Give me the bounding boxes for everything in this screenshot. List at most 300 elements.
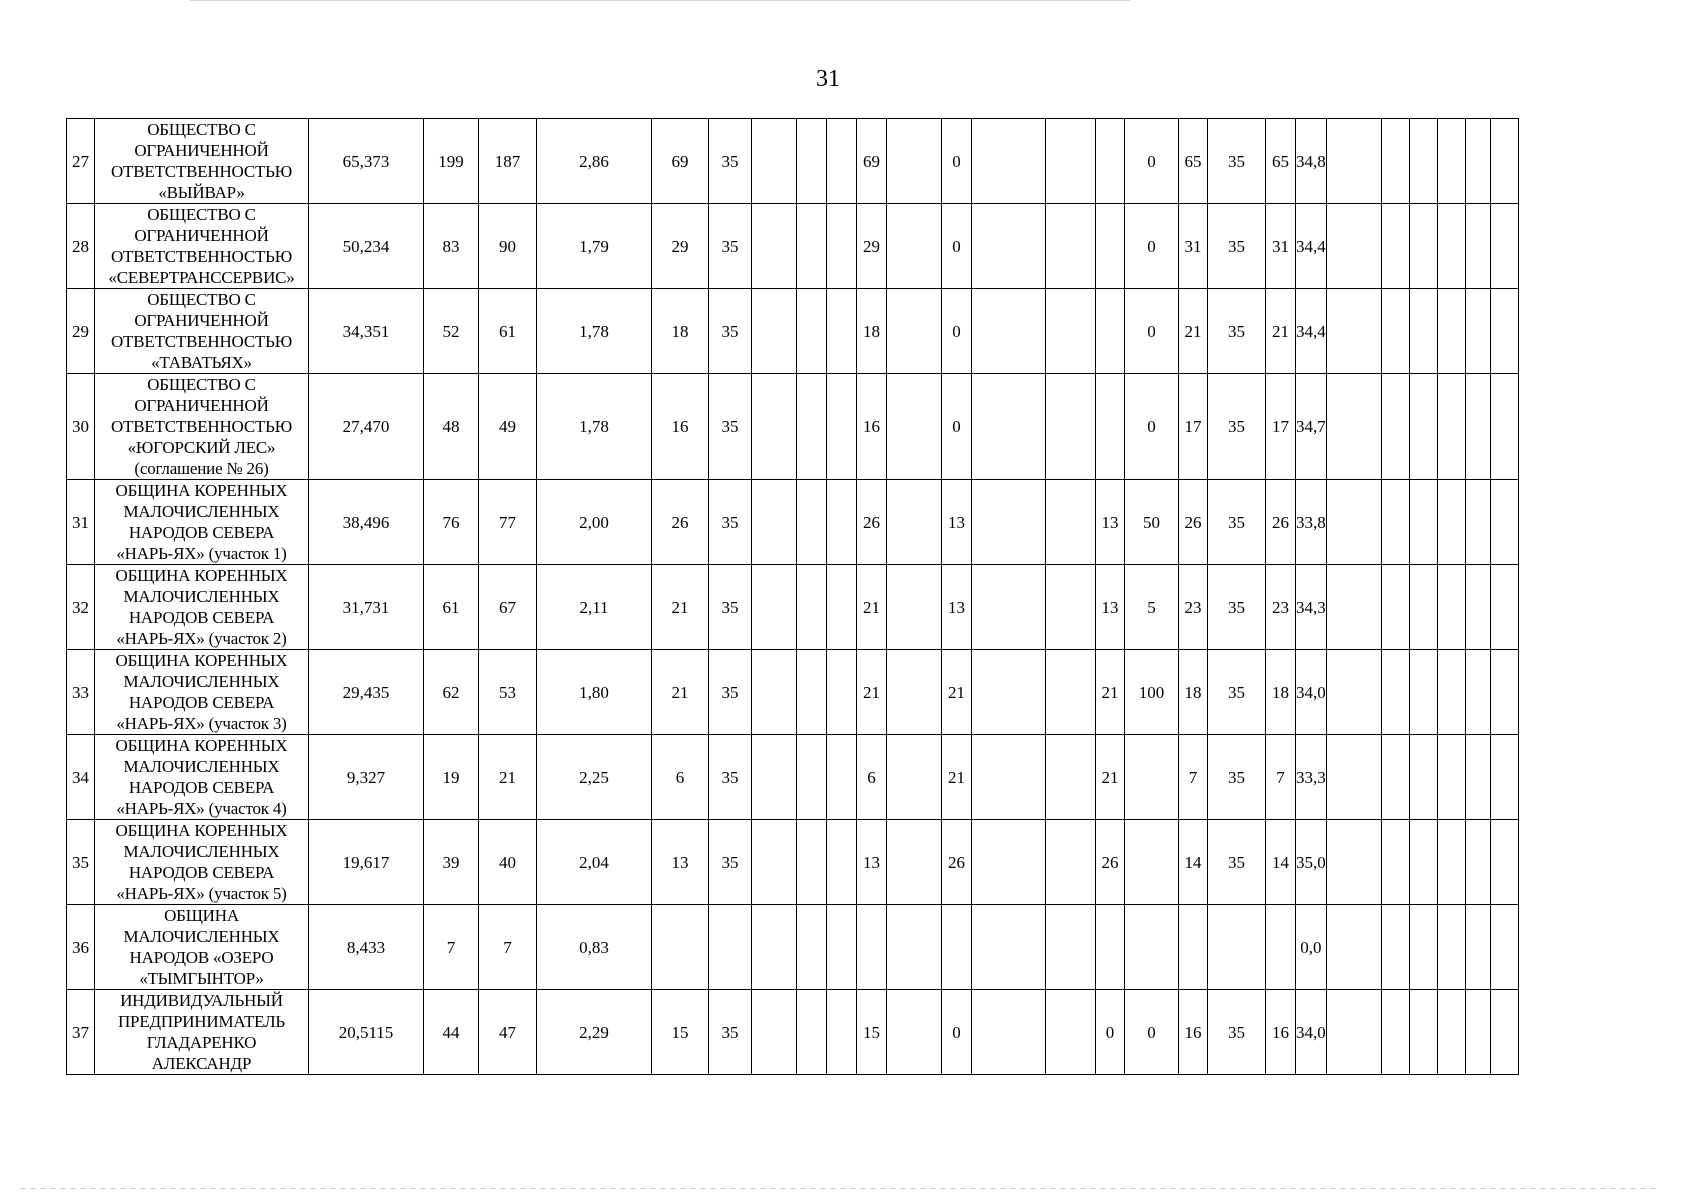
table-cell: 21 xyxy=(652,650,709,735)
table-cell: 2,25 xyxy=(537,735,652,820)
table-cell: 13 xyxy=(857,820,887,905)
table-cell xyxy=(1465,119,1490,204)
scan-artifact-top xyxy=(190,0,1130,1)
table-cell xyxy=(797,204,827,289)
table-cell: 0 xyxy=(1125,990,1179,1075)
table-cell: 1,78 xyxy=(537,374,652,480)
table-cell xyxy=(797,480,827,565)
table-cell: 27,470 xyxy=(309,374,424,480)
row-number: 36 xyxy=(67,905,95,990)
table-cell xyxy=(1381,990,1409,1075)
table-cell: 19 xyxy=(424,735,479,820)
row-number: 34 xyxy=(67,735,95,820)
table-cell: 35 xyxy=(1208,374,1266,480)
table-cell: 76 xyxy=(424,480,479,565)
table-cell: 1,79 xyxy=(537,204,652,289)
table-cell: 39 xyxy=(424,820,479,905)
table-row xyxy=(67,990,1519,1075)
table-cell xyxy=(887,289,942,374)
organization-name-line: МАЛОЧИСЛЕННЫХ xyxy=(123,502,280,521)
table-cell xyxy=(797,820,827,905)
table-cell xyxy=(1437,480,1465,565)
table-cell xyxy=(652,905,709,990)
table-cell xyxy=(1381,905,1409,990)
table-cell: 21 xyxy=(942,650,972,735)
table-cell: 16 xyxy=(652,374,709,480)
organization-name-line: «СЕВЕРТРАНССЕРВИС» xyxy=(108,268,295,287)
table-cell: 18 xyxy=(1266,650,1296,735)
table-cell xyxy=(1437,119,1465,204)
row-number: 32 xyxy=(67,565,95,650)
organization-name-line: ОБЩИНА КОРЕННЫХ xyxy=(115,566,288,585)
table-cell xyxy=(827,820,857,905)
table-cell xyxy=(972,820,1046,905)
table-cell: 199 xyxy=(424,119,479,204)
organization-name xyxy=(95,289,309,374)
table-row xyxy=(67,119,1519,204)
table-cell: 20,5115 xyxy=(309,990,424,1075)
table-cell xyxy=(1046,480,1096,565)
table-cell xyxy=(1465,990,1490,1075)
table-row xyxy=(67,565,1519,650)
table-cell: 21 xyxy=(479,735,537,820)
table-cell xyxy=(887,650,942,735)
table-cell: 33,8 xyxy=(1296,480,1327,565)
table-cell: 7 xyxy=(1266,735,1296,820)
table-cell: 2,29 xyxy=(537,990,652,1075)
table-cell xyxy=(1437,650,1465,735)
table-cell: 21 xyxy=(857,565,887,650)
table-cell xyxy=(1490,204,1518,289)
table-cell xyxy=(1096,289,1125,374)
table-cell xyxy=(1096,905,1125,990)
organization-name-line: НАРОДОВ СЕВЕРА xyxy=(128,778,275,797)
table-cell xyxy=(1409,204,1437,289)
table-cell xyxy=(1381,374,1409,480)
table-cell: 2,04 xyxy=(537,820,652,905)
table-cell xyxy=(1046,289,1096,374)
organization-name-line: «НАРЬ-ЯХ» (участок 4) xyxy=(116,799,287,818)
table-cell: 35 xyxy=(1208,565,1266,650)
table-cell xyxy=(827,480,857,565)
table-cell: 77 xyxy=(479,480,537,565)
table-cell: 13 xyxy=(1096,565,1125,650)
table-cell: 31,731 xyxy=(309,565,424,650)
table-cell: 18 xyxy=(857,289,887,374)
table-cell: 0,0 xyxy=(1296,905,1327,990)
table-cell: 0 xyxy=(942,289,972,374)
row-number: 28 xyxy=(67,204,95,289)
table-cell xyxy=(1437,289,1465,374)
table-cell: 13 xyxy=(1096,480,1125,565)
organization-name-line: ОБЩИНА КОРЕННЫХ xyxy=(115,481,288,500)
table-row xyxy=(67,905,1519,990)
table-cell: 15 xyxy=(857,990,887,1075)
table-cell xyxy=(797,119,827,204)
table-cell: 50 xyxy=(1125,480,1179,565)
table-cell: 2,11 xyxy=(537,565,652,650)
table-cell xyxy=(1096,374,1125,480)
table-cell: 21 xyxy=(1096,650,1125,735)
table-cell xyxy=(797,650,827,735)
table-cell: 21 xyxy=(857,650,887,735)
table-cell: 26 xyxy=(1179,480,1208,565)
table-cell: 52 xyxy=(424,289,479,374)
table-cell: 35 xyxy=(1208,650,1266,735)
table-cell xyxy=(972,905,1046,990)
organization-name xyxy=(95,565,309,650)
table-cell xyxy=(1381,289,1409,374)
table-cell xyxy=(1326,990,1381,1075)
table-cell xyxy=(1409,820,1437,905)
table-cell xyxy=(887,204,942,289)
table-cell: 100 xyxy=(1125,650,1179,735)
table-cell: 35 xyxy=(709,735,752,820)
table-cell xyxy=(1409,990,1437,1075)
table-cell: 34,4 xyxy=(1296,204,1327,289)
organization-name xyxy=(95,735,309,820)
organization-name-line: НАРОДОВ СЕВЕРА xyxy=(128,608,275,627)
table-cell xyxy=(1179,905,1208,990)
table-cell xyxy=(1125,820,1179,905)
table-cell: 67 xyxy=(479,565,537,650)
organization-name-line: ОБЩИНА КОРЕННЫХ xyxy=(115,821,288,840)
organization-name-line: НАРОДОВ «ОЗЕРО xyxy=(129,948,274,967)
table-cell xyxy=(972,204,1046,289)
organization-name-line: ОБЩЕСТВО С xyxy=(147,205,256,224)
organization-name-line: «ЮГОРСКИЙ ЛЕС» xyxy=(127,438,276,457)
table-cell: 26 xyxy=(652,480,709,565)
table-cell: 33,3 xyxy=(1296,735,1327,820)
row-number: 27 xyxy=(67,119,95,204)
table-cell xyxy=(797,735,827,820)
table-cell xyxy=(1490,650,1518,735)
table-cell: 18 xyxy=(652,289,709,374)
table-cell: 1,80 xyxy=(537,650,652,735)
table-cell: 19,617 xyxy=(309,820,424,905)
table-cell xyxy=(1046,735,1096,820)
table-cell: 0 xyxy=(1125,289,1179,374)
table-cell xyxy=(1437,990,1465,1075)
organization-name xyxy=(95,905,309,990)
organization-name xyxy=(95,480,309,565)
table-cell: 16 xyxy=(1266,990,1296,1075)
table-cell xyxy=(972,119,1046,204)
table-cell: 69 xyxy=(652,119,709,204)
table-cell: 7 xyxy=(479,905,537,990)
table-cell xyxy=(797,374,827,480)
table-cell: 13 xyxy=(942,480,972,565)
table-cell xyxy=(1381,565,1409,650)
table-cell xyxy=(1465,565,1490,650)
table-cell xyxy=(1409,565,1437,650)
table-cell xyxy=(1046,204,1096,289)
table-cell xyxy=(1437,565,1465,650)
table-cell: 29 xyxy=(857,204,887,289)
table-cell xyxy=(827,289,857,374)
table-cell xyxy=(752,204,797,289)
table-cell xyxy=(1409,119,1437,204)
table-cell xyxy=(1465,905,1490,990)
row-number: 35 xyxy=(67,820,95,905)
table-cell: 35 xyxy=(709,990,752,1075)
table-cell xyxy=(1490,119,1518,204)
table-cell xyxy=(797,990,827,1075)
table-cell: 0 xyxy=(1125,204,1179,289)
table-cell xyxy=(887,374,942,480)
organization-name-line: АЛЕКСАНДР xyxy=(151,1054,252,1073)
organization-name-line: НАРОДОВ СЕВЕРА xyxy=(128,863,275,882)
table-row xyxy=(67,480,1519,565)
table-cell xyxy=(1465,650,1490,735)
organization-name-line: ОТВЕТСТВЕННОСТЬЮ xyxy=(110,247,292,266)
table-cell: 7 xyxy=(424,905,479,990)
table-cell xyxy=(1046,990,1096,1075)
table-cell xyxy=(1437,374,1465,480)
table-cell xyxy=(1046,374,1096,480)
table-cell xyxy=(887,119,942,204)
table-cell xyxy=(1208,905,1266,990)
table-cell xyxy=(1326,565,1381,650)
table-cell xyxy=(1409,735,1437,820)
table-cell: 34,0 xyxy=(1296,650,1327,735)
organization-name-line: ПРЕДПРИНИМАТЕЛЬ xyxy=(117,1012,285,1031)
table-cell xyxy=(887,480,942,565)
table-cell: 2,00 xyxy=(537,480,652,565)
table-cell: 23 xyxy=(1266,565,1296,650)
table-cell: 0 xyxy=(1125,374,1179,480)
organization-name-line: МАЛОЧИСЛЕННЫХ xyxy=(123,842,280,861)
organization-name-line: ОТВЕТСТВЕННОСТЬЮ xyxy=(110,162,292,181)
table-cell: 21 xyxy=(1179,289,1208,374)
organization-name-line: (соглашение № 26) xyxy=(134,459,269,478)
table-cell xyxy=(827,119,857,204)
table-cell xyxy=(1465,820,1490,905)
table-cell: 23 xyxy=(1179,565,1208,650)
table-cell xyxy=(1465,204,1490,289)
table-cell: 17 xyxy=(1266,374,1296,480)
table-cell xyxy=(972,374,1046,480)
table-cell xyxy=(1381,480,1409,565)
table-cell xyxy=(1326,119,1381,204)
table-cell xyxy=(972,565,1046,650)
organization-name-line: МАЛОЧИСЛЕННЫХ xyxy=(123,672,280,691)
table-cell xyxy=(1437,905,1465,990)
table-cell xyxy=(752,119,797,204)
table-cell: 47 xyxy=(479,990,537,1075)
table-cell xyxy=(1326,374,1381,480)
table-cell: 53 xyxy=(479,650,537,735)
table-cell: 15 xyxy=(652,990,709,1075)
table-cell xyxy=(972,480,1046,565)
table-cell xyxy=(1490,565,1518,650)
page-number: 31 xyxy=(816,66,840,92)
row-number: 37 xyxy=(67,990,95,1075)
table-cell xyxy=(1326,289,1381,374)
organization-name-line: ИНДИВИДУАЛЬНЫЙ xyxy=(120,991,283,1010)
table-cell: 21 xyxy=(1096,735,1125,820)
table-cell: 0 xyxy=(942,119,972,204)
table-cell: 2,86 xyxy=(537,119,652,204)
organization-name-line: МАЛОЧИСЛЕННЫХ xyxy=(123,927,280,946)
table-cell xyxy=(1046,820,1096,905)
table-cell: 187 xyxy=(479,119,537,204)
organization-name xyxy=(95,119,309,204)
table-cell: 14 xyxy=(1179,820,1208,905)
table-cell: 90 xyxy=(479,204,537,289)
table-cell: 35,0 xyxy=(1296,820,1327,905)
organization-name-line: ОБЩЕСТВО С xyxy=(147,120,256,139)
table-cell xyxy=(1326,820,1381,905)
table-cell xyxy=(1409,650,1437,735)
table-cell: 26 xyxy=(1096,820,1125,905)
table-cell xyxy=(752,650,797,735)
table-cell xyxy=(887,565,942,650)
table-cell xyxy=(1465,480,1490,565)
table-cell xyxy=(1125,905,1179,990)
table-cell xyxy=(1381,820,1409,905)
table-cell: 61 xyxy=(424,565,479,650)
organization-name-line: ОГРАНИЧЕННОЙ xyxy=(134,396,269,415)
table-cell xyxy=(827,565,857,650)
table-cell xyxy=(1465,735,1490,820)
organization-name-line: ОГРАНИЧЕННОЙ xyxy=(134,141,269,160)
row-number: 30 xyxy=(67,374,95,480)
table-cell xyxy=(1096,204,1125,289)
organization-name-line: «ВЫЙВАР» xyxy=(158,183,245,202)
table-cell: 35 xyxy=(709,204,752,289)
table-cell xyxy=(827,204,857,289)
table-cell xyxy=(752,990,797,1075)
table-cell: 34,7 xyxy=(1296,374,1327,480)
table-cell: 34,3 xyxy=(1296,565,1327,650)
organization-name xyxy=(95,650,309,735)
table-cell xyxy=(752,820,797,905)
organization-name-line: «НАРЬ-ЯХ» (участок 1) xyxy=(116,544,287,563)
table-cell: 35 xyxy=(709,820,752,905)
table-cell: 83 xyxy=(424,204,479,289)
table-cell xyxy=(1381,119,1409,204)
table-cell: 26 xyxy=(942,820,972,905)
table-cell: 35 xyxy=(709,650,752,735)
table-cell: 44 xyxy=(424,990,479,1075)
table-cell: 29 xyxy=(652,204,709,289)
organization-name-line: ОГРАНИЧЕННОЙ xyxy=(134,226,269,245)
table-cell xyxy=(1490,990,1518,1075)
table-cell xyxy=(1490,820,1518,905)
table-cell: 26 xyxy=(1266,480,1296,565)
organization-name-line: «НАРЬ-ЯХ» (участок 2) xyxy=(116,629,287,648)
table-cell xyxy=(1125,735,1179,820)
table-cell xyxy=(942,905,972,990)
table-cell xyxy=(709,905,752,990)
table-cell xyxy=(887,905,942,990)
table-cell xyxy=(827,990,857,1075)
scan-artifact-bottom xyxy=(20,1188,1660,1189)
table-row xyxy=(67,374,1519,480)
table-cell: 34,351 xyxy=(309,289,424,374)
table-cell xyxy=(1490,374,1518,480)
organization-name-line: НАРОДОВ СЕВЕРА xyxy=(128,693,275,712)
organization-name xyxy=(95,374,309,480)
table-cell xyxy=(1409,289,1437,374)
organization-name-line: «ТЫМГЫНТОР» xyxy=(139,969,264,988)
table-cell: 0 xyxy=(942,990,972,1075)
table-cell xyxy=(887,990,942,1075)
table-cell: 9,327 xyxy=(309,735,424,820)
organization-name-line: НАРОДОВ СЕВЕРА xyxy=(128,523,275,542)
table-cell: 1,78 xyxy=(537,289,652,374)
table-cell xyxy=(827,735,857,820)
table-cell: 34,4 xyxy=(1296,289,1327,374)
table-cell: 31 xyxy=(1179,204,1208,289)
row-number: 29 xyxy=(67,289,95,374)
table-cell xyxy=(857,905,887,990)
table-cell: 35 xyxy=(1208,990,1266,1075)
organization-name xyxy=(95,204,309,289)
table-cell: 69 xyxy=(857,119,887,204)
table-cell: 48 xyxy=(424,374,479,480)
table-cell xyxy=(972,289,1046,374)
organization-name-line: ОБЩИНА xyxy=(164,906,239,925)
table-cell xyxy=(887,735,942,820)
organization-name-line: ОБЩЕСТВО С xyxy=(147,290,256,309)
table-cell: 14 xyxy=(1266,820,1296,905)
table-cell xyxy=(1465,374,1490,480)
table-cell: 13 xyxy=(652,820,709,905)
table-cell xyxy=(1326,204,1381,289)
organization-name-line: ОТВЕТСТВЕННОСТЬЮ xyxy=(110,417,292,436)
organization-name-line: ГЛАДАРЕНКО xyxy=(146,1033,257,1052)
table-cell: 5 xyxy=(1125,565,1179,650)
table-cell: 0 xyxy=(942,204,972,289)
table-cell: 35 xyxy=(1208,289,1266,374)
table-cell: 17 xyxy=(1179,374,1208,480)
table-row xyxy=(67,204,1519,289)
table-cell xyxy=(752,905,797,990)
data-table xyxy=(66,118,1519,1075)
table-cell: 29,435 xyxy=(309,650,424,735)
table-cell xyxy=(1381,735,1409,820)
organization-name-line: «НАРЬ-ЯХ» (участок 5) xyxy=(116,884,287,903)
table-cell: 0 xyxy=(942,374,972,480)
table-cell: 13 xyxy=(942,565,972,650)
table-cell: 21 xyxy=(652,565,709,650)
table-cell xyxy=(752,289,797,374)
table-cell xyxy=(752,374,797,480)
table-cell xyxy=(1326,480,1381,565)
table-cell: 35 xyxy=(1208,480,1266,565)
table-cell: 50,234 xyxy=(309,204,424,289)
row-number: 33 xyxy=(67,650,95,735)
table-cell xyxy=(752,480,797,565)
organization-name-line: «ТАВАТЬЯХ» xyxy=(151,353,252,372)
organization-name-line: ОБЩИНА КОРЕННЫХ xyxy=(115,651,288,670)
table-cell: 26 xyxy=(857,480,887,565)
table-cell xyxy=(887,820,942,905)
table-cell: 34,0 xyxy=(1296,990,1327,1075)
table-cell: 35 xyxy=(709,119,752,204)
table-cell xyxy=(1409,374,1437,480)
table-row xyxy=(67,650,1519,735)
table-cell: 21 xyxy=(1266,289,1296,374)
table-cell xyxy=(1046,119,1096,204)
table-cell: 40 xyxy=(479,820,537,905)
table-cell: 18 xyxy=(1179,650,1208,735)
table-cell xyxy=(1490,480,1518,565)
table-row xyxy=(67,289,1519,374)
table-cell: 49 xyxy=(479,374,537,480)
